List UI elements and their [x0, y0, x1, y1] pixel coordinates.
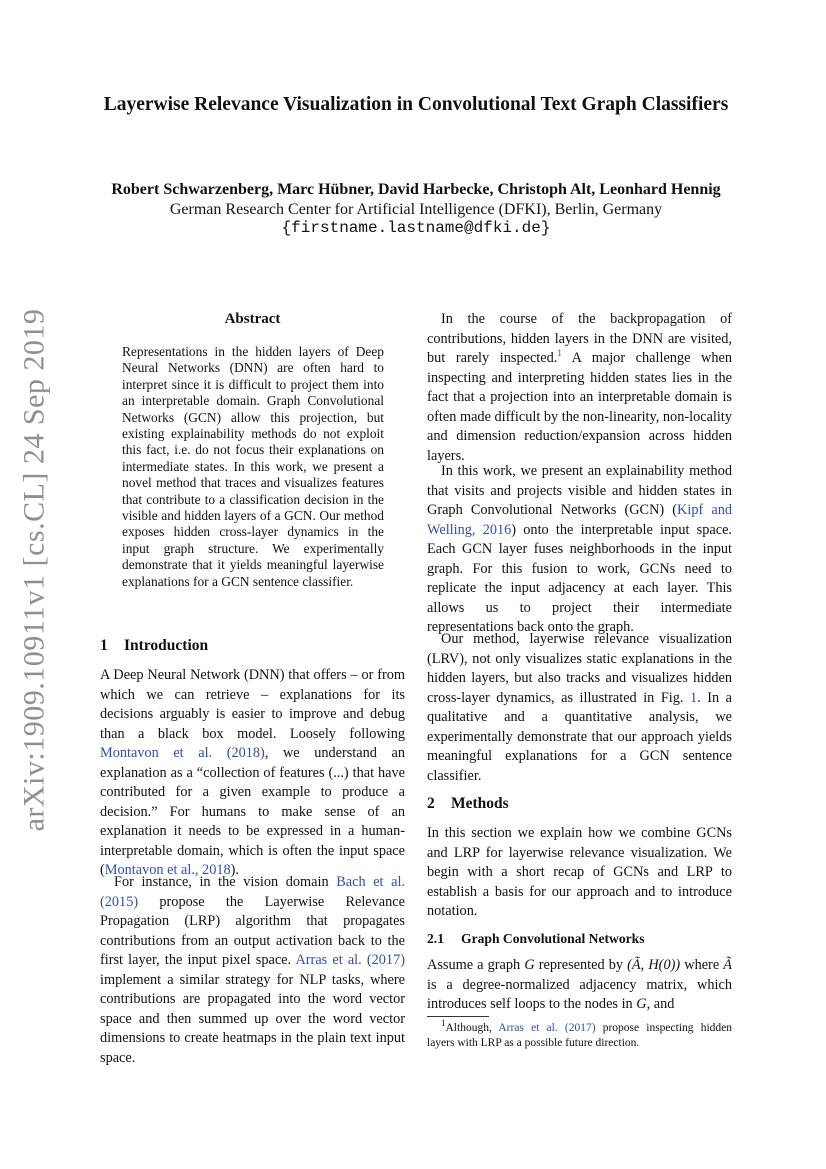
math-symbol: G: [524, 957, 535, 973]
section-title: Introduction: [124, 637, 209, 654]
methods-paragraph-2: Assume a graph G represented by (Ã, H(0)) where Ã is a degree-normalized adjacency matrix, which introduces self loops to the nodes in G, and: [427, 957, 733, 1012]
footnote-rule: [427, 1016, 489, 1017]
contact-email: {firstname.lastname@dfki.de}: [281, 219, 551, 237]
citation-link[interactable]: Bach et al. (2015): [100, 874, 405, 910]
intro-paragraph-4: In this work, we present an explainability method that visits and projects visible and hidden states in Graph Convolutional Networks (GCN) (Kipf and Welling, 2016) onto the interpretable input space. Each GCN layer fuses neighborhoods in the input graph. For this fusion to work, GCNs need to replicate the input adjacency at each layer. This allows us to project their intermediate representations back onto the graph.: [427, 463, 732, 635]
arxiv-stamp: [10, 308, 58, 832]
citation-link[interactable]: Montavon et al., 2018: [104, 862, 231, 878]
intro-paragraph-1: A Deep Neural Network (DNN) that offers – or from which we can retrieve – explanations for its decisions arguably is easier to improve and debug than a black box model. Loosely following Montavon et al. (2018), we understand an explanation as a “collection of features (...) that have contributed for a given example to produce a decision.” For humans to make sense of an explanation it needs to be expressed in a human-interpretable domain, which is often the input space (Montavon et al., 2018).: [100, 667, 405, 878]
arxiv-id: arXiv:1909.10911v1 [cs.CL] 24 Sep 2019: [17, 308, 50, 832]
footnote-marker[interactable]: 1: [557, 348, 562, 359]
footnote: $^1$Although, Arras et al. (2017) propose inspecting hidden layers with LRP as a possible future direction.: [427, 1018, 732, 1049]
author-list: Robert Schwarzenberg, Marc Hübner, David Harbecke, Christoph Alt, Leonhard Hennig: [111, 181, 721, 198]
subsection-number: 2.1: [427, 931, 444, 946]
affiliation: German Research Center for Artificial Intelligence (DFKI), Berlin, Germany: [169, 201, 663, 218]
intro-paragraph-5: Our method, layerwise relevance visualization (LRV), not only visualizes static explanations in the hidden layers, but also tracks and visualizes hidden cross-layer dynamics, as illustrated in Fig. 1. In a qualitative and a quantitative analysis, we experimentally demonstrate that our approach yields meaningful explanations for a GCN sentence classifier.: [427, 631, 732, 784]
section-number: 2: [427, 795, 435, 812]
subsection-title: Graph Convolutional Networks: [461, 931, 645, 946]
citation-link[interactable]: Arras et al. (2017): [295, 952, 405, 968]
abstract-text: Representations in the hidden layers of Deep Neural Networks (DNN) are often hard to interpret since it is difficult to project them into an interpretable domain. Graph Convolutional Networks (GCN) allow this projection, but existing explainability methods do not exploit this fact, i.e. do not focus their explanations on intermediate states. In this work, we present a novel method that traces and visualizes features that contribute to a classification decision in the visible and hidden layers of a GCN. Our method exposes hidden cross-layer dynamics in the input graph structure. We experimentally demonstrate that it yields meaningful layerwise explanations for a GCN sentence classifier.: [122, 344, 384, 589]
paper-title: Layerwise Relevance Visualization in Convolutional Text Graph Classifiers: [103, 94, 729, 115]
citation-link[interactable]: Montavon et al. (2018): [100, 745, 265, 761]
citation-link[interactable]: Kipf and Welling, 2016: [427, 502, 732, 538]
math-symbol: G: [636, 996, 647, 1012]
intro-paragraph-2: For instance, in the vision domain Bach et al. (2015) propose the Layerwise Relevance Propagation (LRP) algorithm that propagates contributions from an output activation back to the first layer, the input pixel space. Arras et al. (2017) implement a similar strategy for NLP tasks, where contributions are propagated into the word vector space and then summed up over the word vector dimensions to create heatmaps in the plain text input space.: [100, 874, 405, 1066]
section-heading-introduction: [100, 636, 208, 656]
math-symbol: Ã: [723, 957, 733, 973]
section-title: Methods: [451, 795, 509, 812]
citation-link[interactable]: Arras et al. (2017): [498, 1022, 596, 1034]
methods-paragraph-1: In this section we explain how we combine GCNs and LRP for layerwise relevance visualization. We begin with a short recap of GCNs and LRP to establish a basis for our approach and to introduce notation.: [427, 825, 732, 919]
math-expression: (Ã, H(0)): [627, 957, 681, 973]
intro-paragraph-3: In the course of the backpropagation of contributions, hidden layers in the DNN are visited, but rarely inspected.$^1$ A major challenge when inspecting and interpreting hidden states lies in the fact that a projection into an interpretable domain is often made difficult by the non-linearity, non-locality and dimension reduction/expansion across hidden layers.: [427, 311, 732, 464]
figure-link[interactable]: 1: [689, 689, 698, 706]
section-heading-methods: [427, 794, 509, 814]
subsection-heading-gcn: [427, 930, 645, 948]
section-number: 1: [100, 637, 108, 654]
abstract-heading: Abstract: [224, 311, 281, 327]
footnote-number: 1: [441, 1018, 446, 1029]
